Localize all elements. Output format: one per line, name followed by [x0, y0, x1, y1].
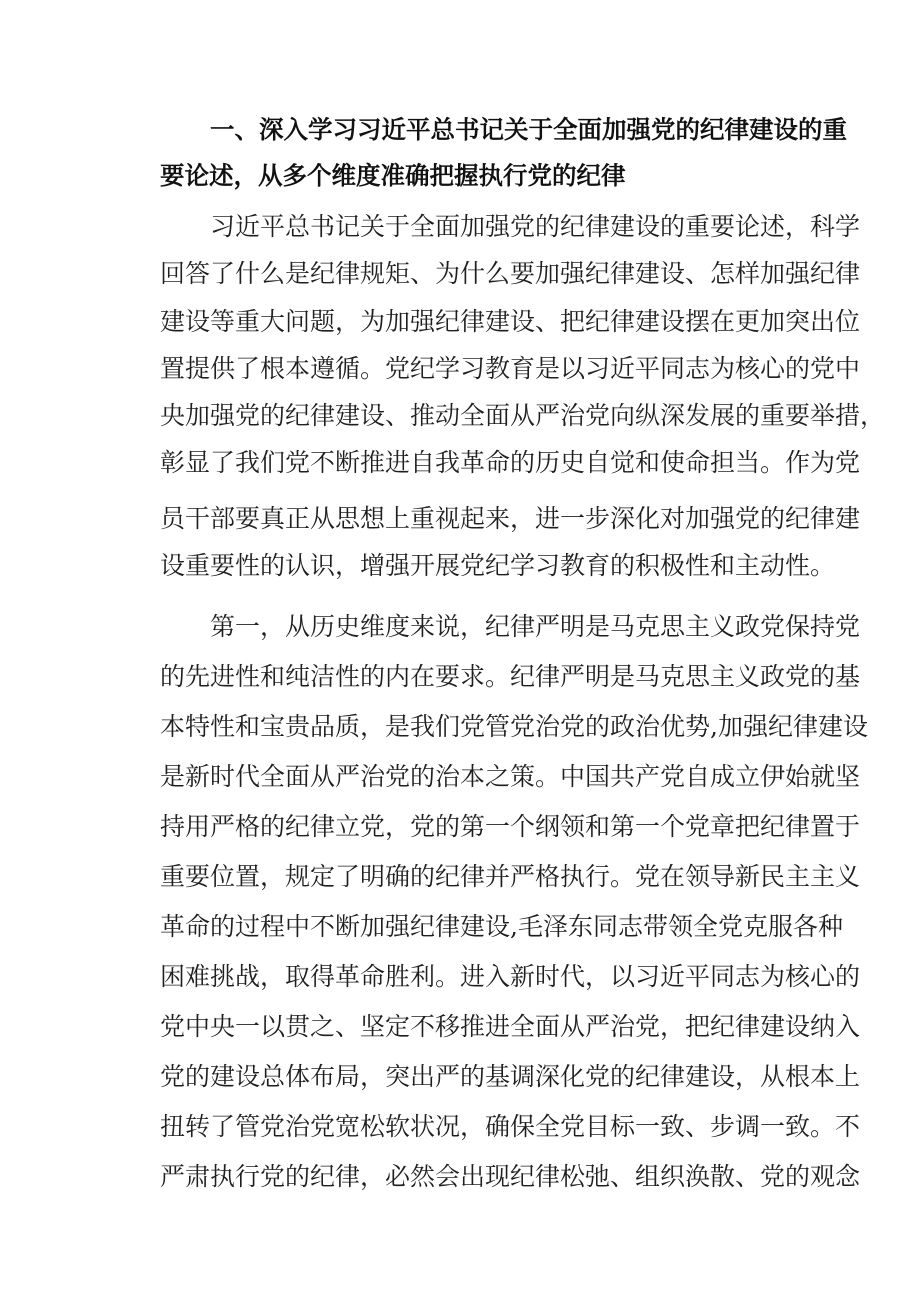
paragraph-line: 建设等重大问题，为加强纪律建设、把纪律建设摆在更加突出位	[160, 307, 861, 336]
paragraph-line: 第一，从历史维度来说，纪律严明是马克思主义政党保持党	[210, 612, 861, 641]
paragraph-line: 设重要性的认识，增强开展党纪学习教育的积极性和主动性。	[160, 551, 836, 580]
paragraph-line: 持用严格的纪律立党，党的第一个纲领和第一个党章把纪律置于	[160, 812, 861, 841]
paragraph-line: 员干部要真正从思想上重视起来，进一步深化对加强党的纪律建	[160, 504, 861, 533]
paragraph-line: 困难挑战，取得革命胜利。进入新时代，以习近平同志为核心的	[160, 962, 861, 991]
paragraph-line: 革命的过程中不断加强纪律建设,毛泽东同志带领全党克服各种	[160, 912, 843, 941]
paragraph-line: 严肃执行党的纪律，必然会出现纪律松弛、组织涣散、党的观念	[160, 1162, 861, 1191]
heading-line: 要论述，从多个维度准确把握执行党的纪律	[160, 161, 626, 190]
paragraph-line: 回答了什么是纪律规矩、为什么要加强纪律建设、怎样加强纪律	[160, 259, 861, 288]
paragraph-line: 重要位置，规定了明确的纪律并严格执行。党在领导新民主主义	[160, 862, 861, 891]
paragraph-line: 是新时代全面从严治党的治本之策。中国共产党自成立伊始就坚	[160, 762, 861, 791]
paragraph-line: 央加强党的纪律建设、推动全面从严治党向纵深发展的重要举措，	[160, 401, 886, 430]
paragraph-line: 本特性和宝贵品质，是我们党管党治党的政治优势,加强纪律建设	[160, 712, 868, 741]
paragraph-line: 党的建设总体布局，突出严的基调深化党的纪律建设，从根本上	[160, 1062, 861, 1091]
paragraph-line: 习近平总书记关于全面加强党的纪律建设的重要论述，科学	[210, 212, 861, 241]
paragraph-line: 的先进性和纯洁性的内在要求。纪律严明是马克思主义政党的基	[160, 662, 861, 691]
paragraph-line: 置提供了根本遵循。党纪学习教育是以习近平同志为核心的党中	[160, 354, 861, 383]
paragraph-line: 党中央一以贯之、坚定不移推进全面从严治党，把纪律建设纳入	[160, 1012, 861, 1041]
paragraph-line: 扭转了管党治党宽松软状况，确保全党目标一致、步调一致。不	[160, 1112, 861, 1141]
heading-line: 一、深入学习习近平总书记关于全面加强党的纪律建设的重	[210, 115, 847, 144]
paragraph-line: 彰显了我们党不断推进自我革命的历史自觉和使命担当。作为党	[160, 448, 861, 477]
